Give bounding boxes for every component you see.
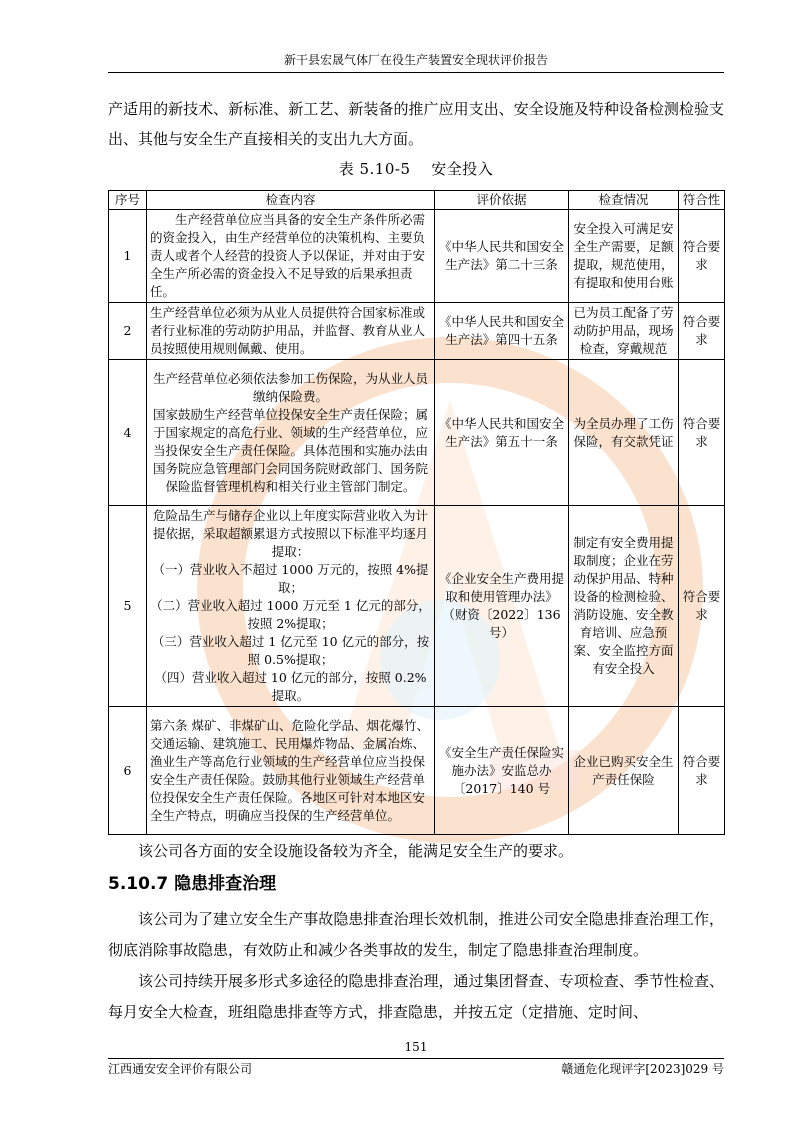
footer-company: 江西通安安全评价有限公司 xyxy=(108,1062,253,1076)
content-text: 危险品生产与储存企业以上年度实际营业收入为计提依据，采取超额累退方式按照以下标准平均逐月提取： xyxy=(152,508,428,559)
table-row xyxy=(109,360,725,506)
header-no: 序号 xyxy=(109,191,147,210)
row-content xyxy=(147,506,435,707)
row-number: 2 xyxy=(109,303,147,360)
row-result: 符合要求 xyxy=(679,303,725,360)
header-basis: 评价依据 xyxy=(435,191,569,210)
content-text: （二）营业收入超过 1000 万元至 1 亿元的部分，按照 2%提取； xyxy=(150,598,431,631)
row-status: 制定有安全费用提取制度；企业在劳动保护用品、特种设备的检测检验、消防设施、安全教育培训、应急预案、安全监控方面有安全投入 xyxy=(569,506,679,707)
row-number: 6 xyxy=(109,707,147,835)
row-status: 安全投入可满足安全生产需要，足额提取，规范使用，有提取和使用台账 xyxy=(569,210,679,303)
content-text: 生产经营单位必须为从业人员提供符合国家标准或者行业标准的劳动防护用品，并监督、教育从业人员按照使用规则佩戴、使用。 xyxy=(150,305,426,356)
row-basis: 《安全生产责任保险实施办法》安监总办〔2017〕140 号 xyxy=(435,707,569,835)
footer-divider xyxy=(108,1058,724,1059)
content-text: 第六条 煤矿、非煤矿山、危险化学品、烟花爆竹、交通运输、建筑施工、民用爆炸物品、金属冶炼、渔业生产等高危行业领域的生产经营单位应当投保安全生产责任保险。鼓励其他行业领域生产经营单位投保安全生产责任保险。各地区可针对本地区安全生产特点，明确应当投保的生产经营单位。 xyxy=(150,717,429,823)
header-content: 检查内容 xyxy=(147,191,435,210)
row-content xyxy=(147,360,435,506)
row-result: 符合要求 xyxy=(679,210,725,303)
page-header: 新干县宏晟气体厂在役生产装置安全现状评价报告 xyxy=(108,52,724,73)
row-number: 5 xyxy=(109,506,147,707)
row-status: 为全员办理了工伤保险，有交款凭证 xyxy=(569,360,679,506)
row-basis: 《中华人民共和国安全生产法》第五十一条 xyxy=(435,360,569,506)
content-text: （一）营业收入不超过 1000 万元的，按照 4%提取； xyxy=(152,562,429,595)
header-result: 符合性 xyxy=(679,191,725,210)
content-text: 生产经营单位应当具备的安全生产条件所必需的资金投入，由生产经营单位的决策机构、主要负责人或者个人经营的投资人予以保证，并对由于安全生产所必需的资金投入不足导致的后果承担责任。 xyxy=(150,212,426,299)
row-status: 已为员工配备了劳动防护用品，现场检查，穿戴规范 xyxy=(569,303,679,360)
page-number: 151 xyxy=(404,1040,428,1054)
content-text: （四）营业收入超过 10 亿元的部分，按照 0.2%提取。 xyxy=(154,670,427,703)
row-content xyxy=(147,210,435,303)
body-paragraph: 该公司为了建立安全生产事故隐患排查治理长效机制，推进公司安全隐患排查治理工作，彻底消除事故隐患，有效防止和减少各类事故的发生，制定了隐患排查治理制度。 xyxy=(108,910,724,959)
row-basis: 《中华人民共和国安全生产法》第四十五条 xyxy=(435,303,569,360)
row-result: 符合要求 xyxy=(679,360,725,506)
header-status: 检查情况 xyxy=(569,191,679,210)
row-number: 4 xyxy=(109,360,147,506)
row-basis: 《企业安全生产费用提取和使用管理办法》（财资〔2022〕136 号） xyxy=(435,506,569,707)
intro-paragraph: 产适用的新技术、新标准、新工艺、新装备的推广应用支出、安全设施及特种设备检测检验支出、其他与安全生产直接相关的支出九大方面。 xyxy=(108,100,724,148)
table-row xyxy=(109,303,725,360)
safety-investment-table xyxy=(108,190,725,835)
section-heading: 5.10.7 隐患排查治理 xyxy=(108,874,277,894)
row-result: 符合要求 xyxy=(679,707,725,835)
row-basis: 《中华人民共和国安全生产法》第二十三条 xyxy=(435,210,569,303)
content-text: 国家鼓励生产经营单位投保安全生产责任保险；属于国家规定的高危行业、领域的生产经营单位，应当投保安全生产责任保险。具体范围和实施办法由国务院应急管理部门会同国务院财政部门、国务院保险监督管理机构和相关行业主管部门制定。 xyxy=(152,406,428,494)
table-caption: 表 5.10-5 安全投入 xyxy=(338,160,494,178)
content-text: 生产经营单位必须依法参加工伤保险，为从业人员缴纳保险费。 xyxy=(152,370,428,404)
row-content xyxy=(147,707,435,835)
body-paragraph: 该公司持续开展多形式多途径的隐患排查治理，通过集团督查、专项检查、季节性检查、每月安全大检查，班组隐患排查等方式，排查隐患，并按五定（定措施、定时间、 xyxy=(108,972,724,1021)
table-row xyxy=(109,506,725,707)
table-row xyxy=(109,707,725,835)
row-content xyxy=(147,303,435,360)
content-text: （三）营业收入超过 1 亿元至 10 亿元的部分，按照 0.5%提取； xyxy=(151,634,430,667)
summary-paragraph: 该公司各方面的安全设施设备较为齐全，能满足安全生产的要求。 xyxy=(138,842,574,860)
table-row xyxy=(109,210,725,303)
row-result: 符合要求 xyxy=(679,506,725,707)
table-header-row xyxy=(109,191,725,210)
footer-report-number: 赣通危化现评字[2023]029 号 xyxy=(561,1062,724,1076)
row-number: 1 xyxy=(109,210,147,303)
row-status: 企业已购买安全生产责任保险 xyxy=(569,707,679,835)
